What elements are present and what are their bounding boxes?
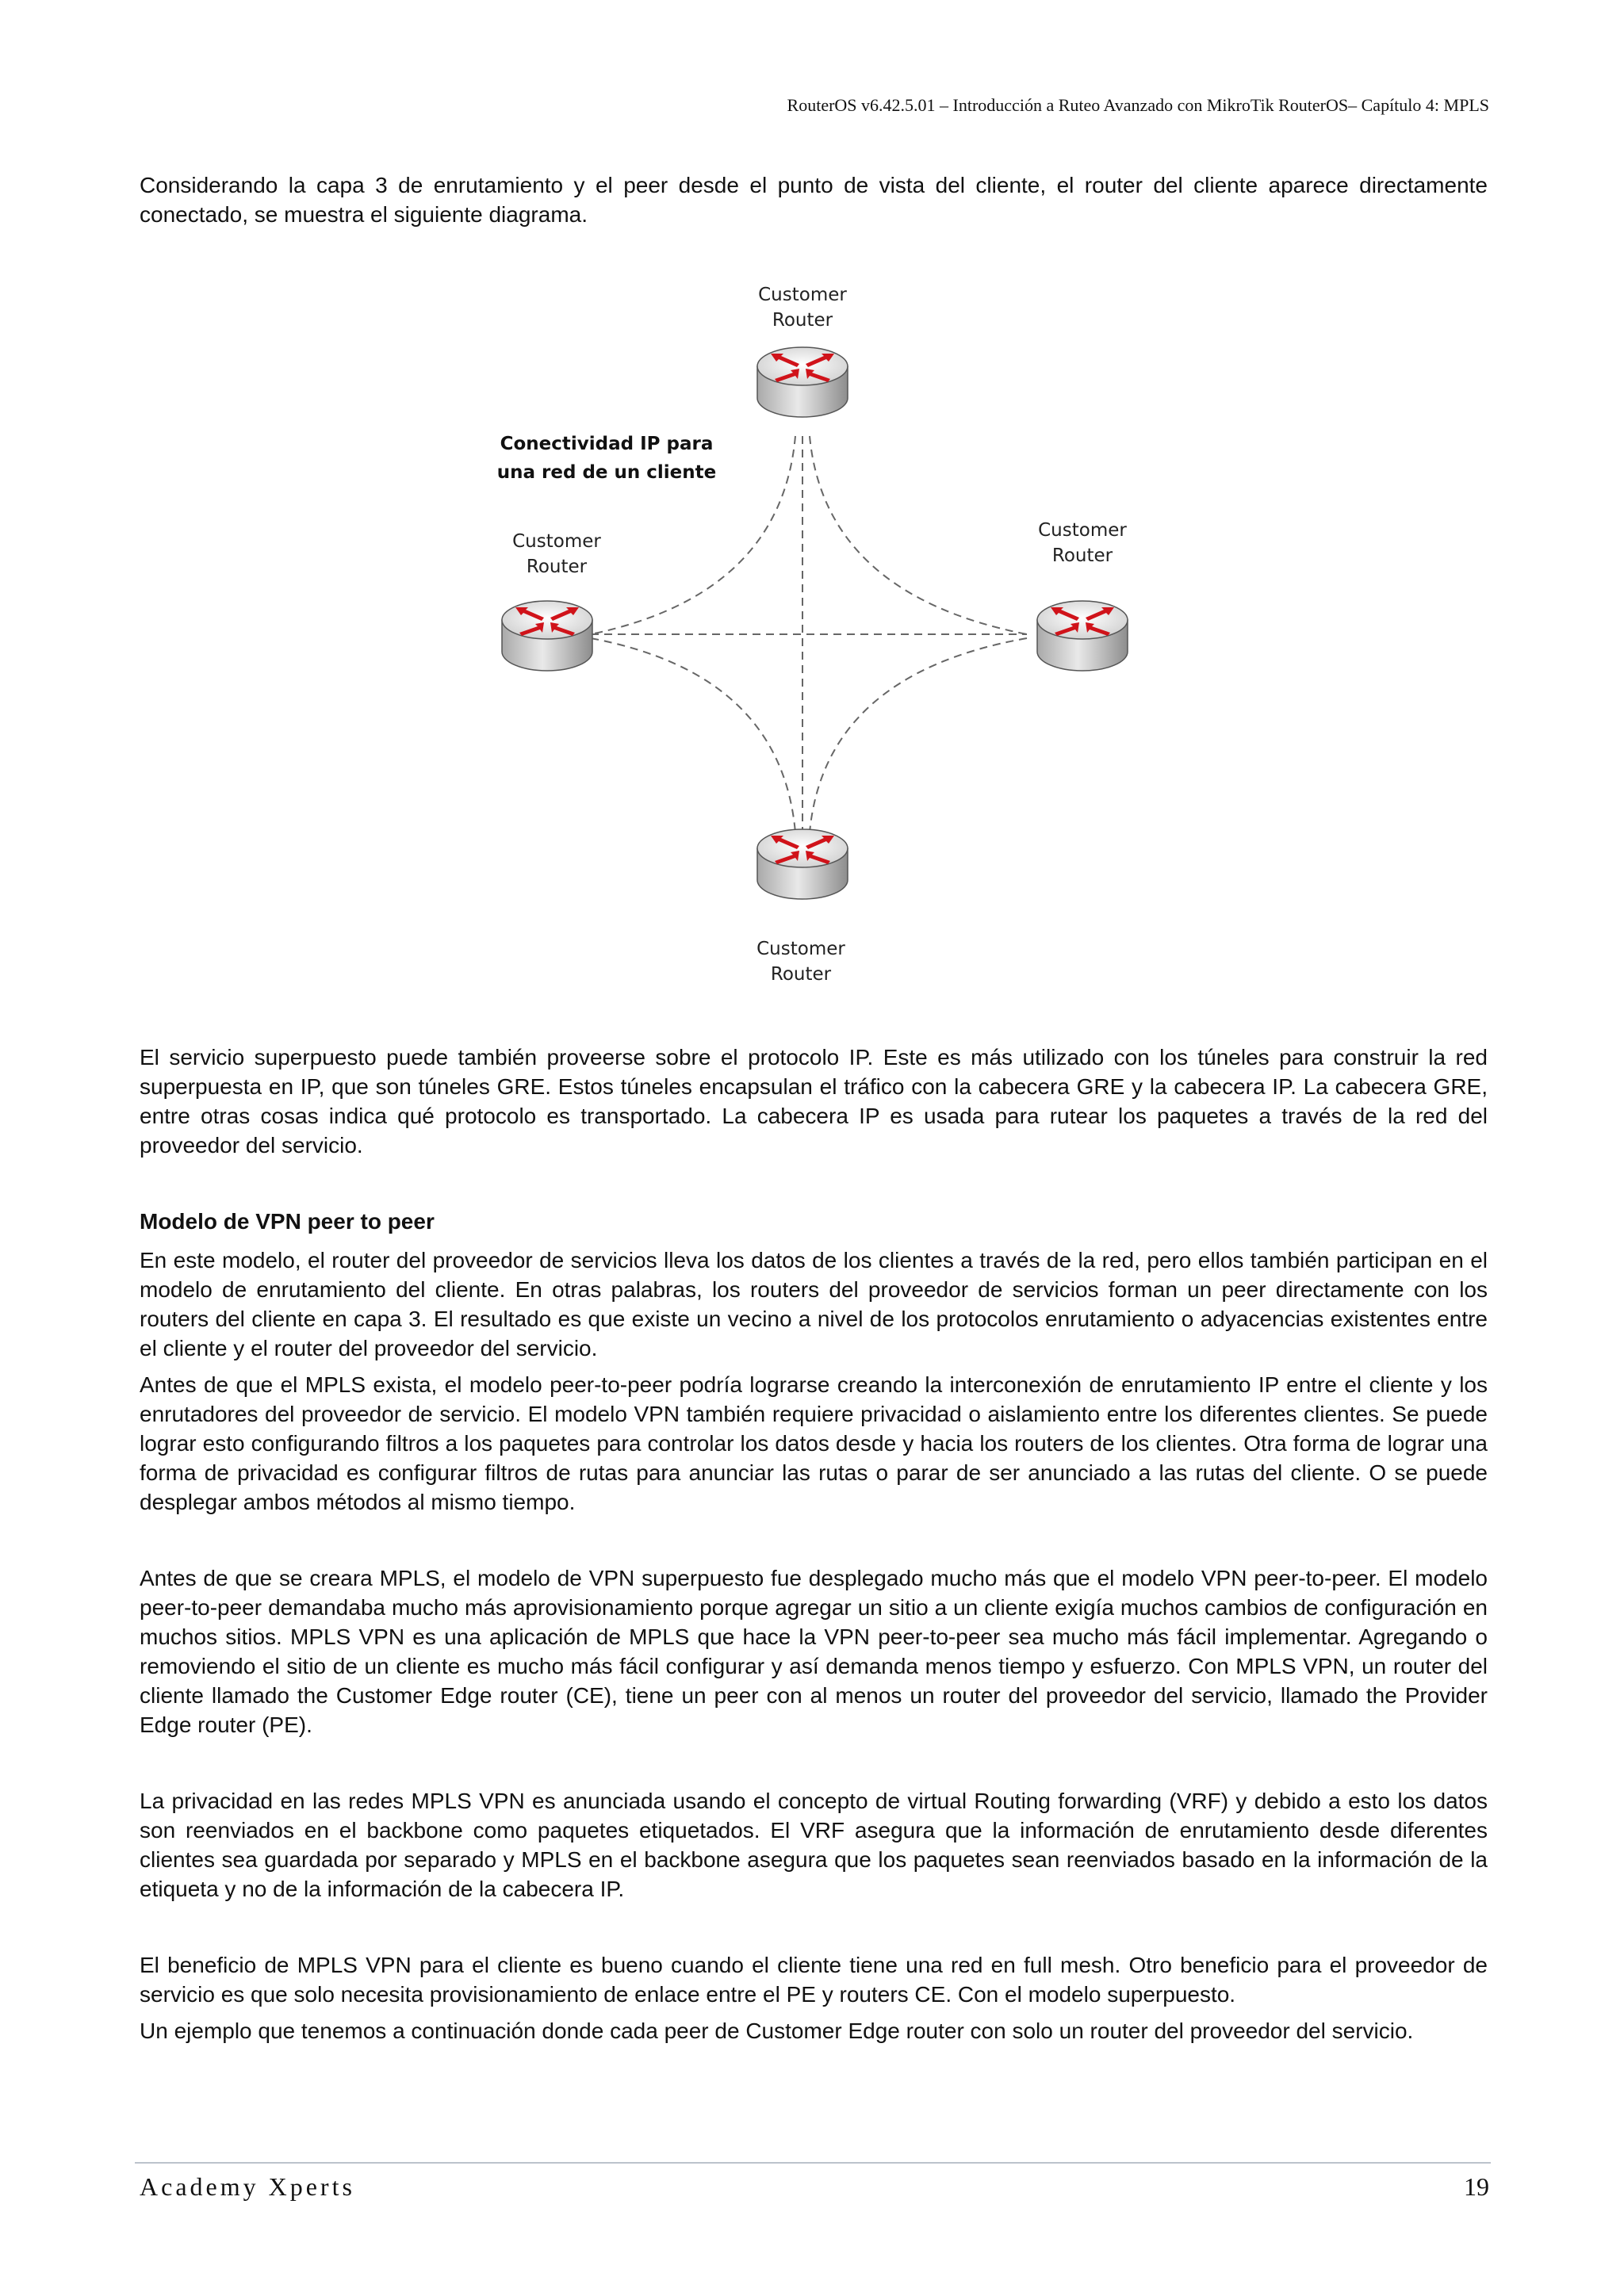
diagram-title-line2: una red de un cliente — [496, 462, 717, 483]
paragraph-example: Un ejemplo que tenemos a continuación donde cada peer de Customer Edge router con solo un router del proveedor del servicio. — [140, 2019, 1414, 2043]
router-right-label-line1: Customer — [1038, 520, 1127, 541]
diagram-title-line1: Conectividad IP para — [500, 434, 714, 454]
router-left-label-line1: Customer — [512, 531, 601, 552]
paragraph-benefit: El beneficio de MPLS VPN para el cliente es bueno cuando el cliente tiene una red en full mesh. Otro beneficio para el proveedor de servicio es que solo necesita provisionamiento de enlace entre el PE y routers CE. Con el modelo superpuesto. — [140, 1953, 1488, 2007]
paragraph-before-mpls: Antes de que el MPLS exista, el modelo peer-to-peer podría lograrse creando la interconexión de enrutamiento IP entre el cliente y los enrutadores del proveedor de servicio. El modelo VPN también requiere privacidad o aislamiento entre los diferentes clientes. Se puede lograr esto configurando filtros a los paquetes para controlar los datos desde y hacia los routers de los clientes. Otra forma de lograr una forma de privacidad es configurar filtros de rutas para anunciar las rutas o parar de ser anunciado a las rutas del cliente. O se puede desplegar ambos métodos al mismo tiempo. — [140, 1372, 1488, 1514]
running-header: RouterOS v6.42.5.01 – Introducción a Ruteo Avanzado con MikroTik RouterOS– Capítulo 4: MPLS — [787, 95, 1489, 115]
router-top-label-line1: Customer — [758, 285, 847, 305]
router-right — [1037, 601, 1128, 671]
router-bottom — [757, 829, 848, 899]
footer-brand: Academy Xperts — [140, 2172, 355, 2201]
section-heading: Modelo de VPN peer to peer — [140, 1209, 435, 1234]
footer-divider — [135, 2162, 1491, 2164]
mesh-links — [591, 436, 1027, 832]
link-top-right — [810, 436, 1027, 634]
paragraph-intro: Considerando la capa 3 de enrutamiento y el peer desde el punto de vista del cliente, el router del cliente aparece directamente conectado, se muestra el siguiente diagrama. — [140, 173, 1488, 227]
network-diagram — [0, 262, 1624, 999]
paragraph-peer-model: En este modelo, el router del proveedor de servicios lleva los datos de los clientes a través de la red, pero ellos también participan en el modelo de enrutamiento del cliente. En otras palabras, los routers del proveedor de servicios forman un peer directamente con los routers del cliente en capa 3. El resultado es que existe un vecino a nivel de los protocolos enrutamiento o adyacencias existentes entre el cliente y el router del proveedor del servicio. — [140, 1248, 1488, 1360]
router-left-label-line2: Router — [526, 557, 588, 577]
link-left-bottom — [591, 638, 795, 832]
router-top-label-line2: Router — [772, 310, 833, 331]
page-number: 19 — [1464, 2172, 1489, 2201]
router-top — [757, 347, 848, 417]
paragraph-overlay-ip: El servicio superpuesto puede también proveerse sobre el protocolo IP. Este es más utilizado con los túneles para construir la red superpuesta en IP, que son túneles GRE. Estos túneles encapsulan el tráfico con la cabecera GRE y la cabecera IP. La cabecera GRE, entre otras cosas indica qué protocolo es transportado. La cabecera IP es usada para rutear los paquetes a través de la red del proveedor del servicio. — [140, 1045, 1488, 1158]
router-right-label-line2: Router — [1051, 545, 1113, 566]
router-left — [502, 601, 592, 671]
paragraph-mpls-vpn: Antes de que se creara MPLS, el modelo de VPN superpuesto fue desplegado mucho más que el modelo VPN peer-to-peer. El modelo peer-to-peer demandaba mucho más aprovisionamiento porque agregar un sitio a un cliente exigía muchos cambios de configuración en muchos sitios. MPLS VPN es una aplicación de MPLS que hace la VPN peer-to-peer sea mucho más fácil implementar. Agregando o removiendo el sitio de un cliente es mucho más fácil configurar y así demanda menos tiempo y esfuerzo. Con MPLS VPN, un router del cliente llamado the Customer Edge router (CE), tiene un peer con al menos un router del proveedor del servicio, llamado the Provider Edge router (PE). — [140, 1566, 1488, 1737]
router-bottom-label-line2: Router — [770, 964, 832, 985]
paragraph-privacy: La privacidad en las redes MPLS VPN es anunciada usando el concepto de virtual Routing forwarding (VRF) y debido a esto los datos son reenviados en el backbone como paquetes etiquetados. El VRF asegura que la información de enrutamiento desde diferentes clientes sea guardada por separado y MPLS en el backbone asegura que los paquetes sean reenviados basado en la información de la etiqueta y no de la información de la cabecera IP. — [140, 1789, 1488, 1901]
router-bottom-label-line1: Customer — [756, 939, 845, 959]
link-right-bottom — [810, 638, 1027, 832]
